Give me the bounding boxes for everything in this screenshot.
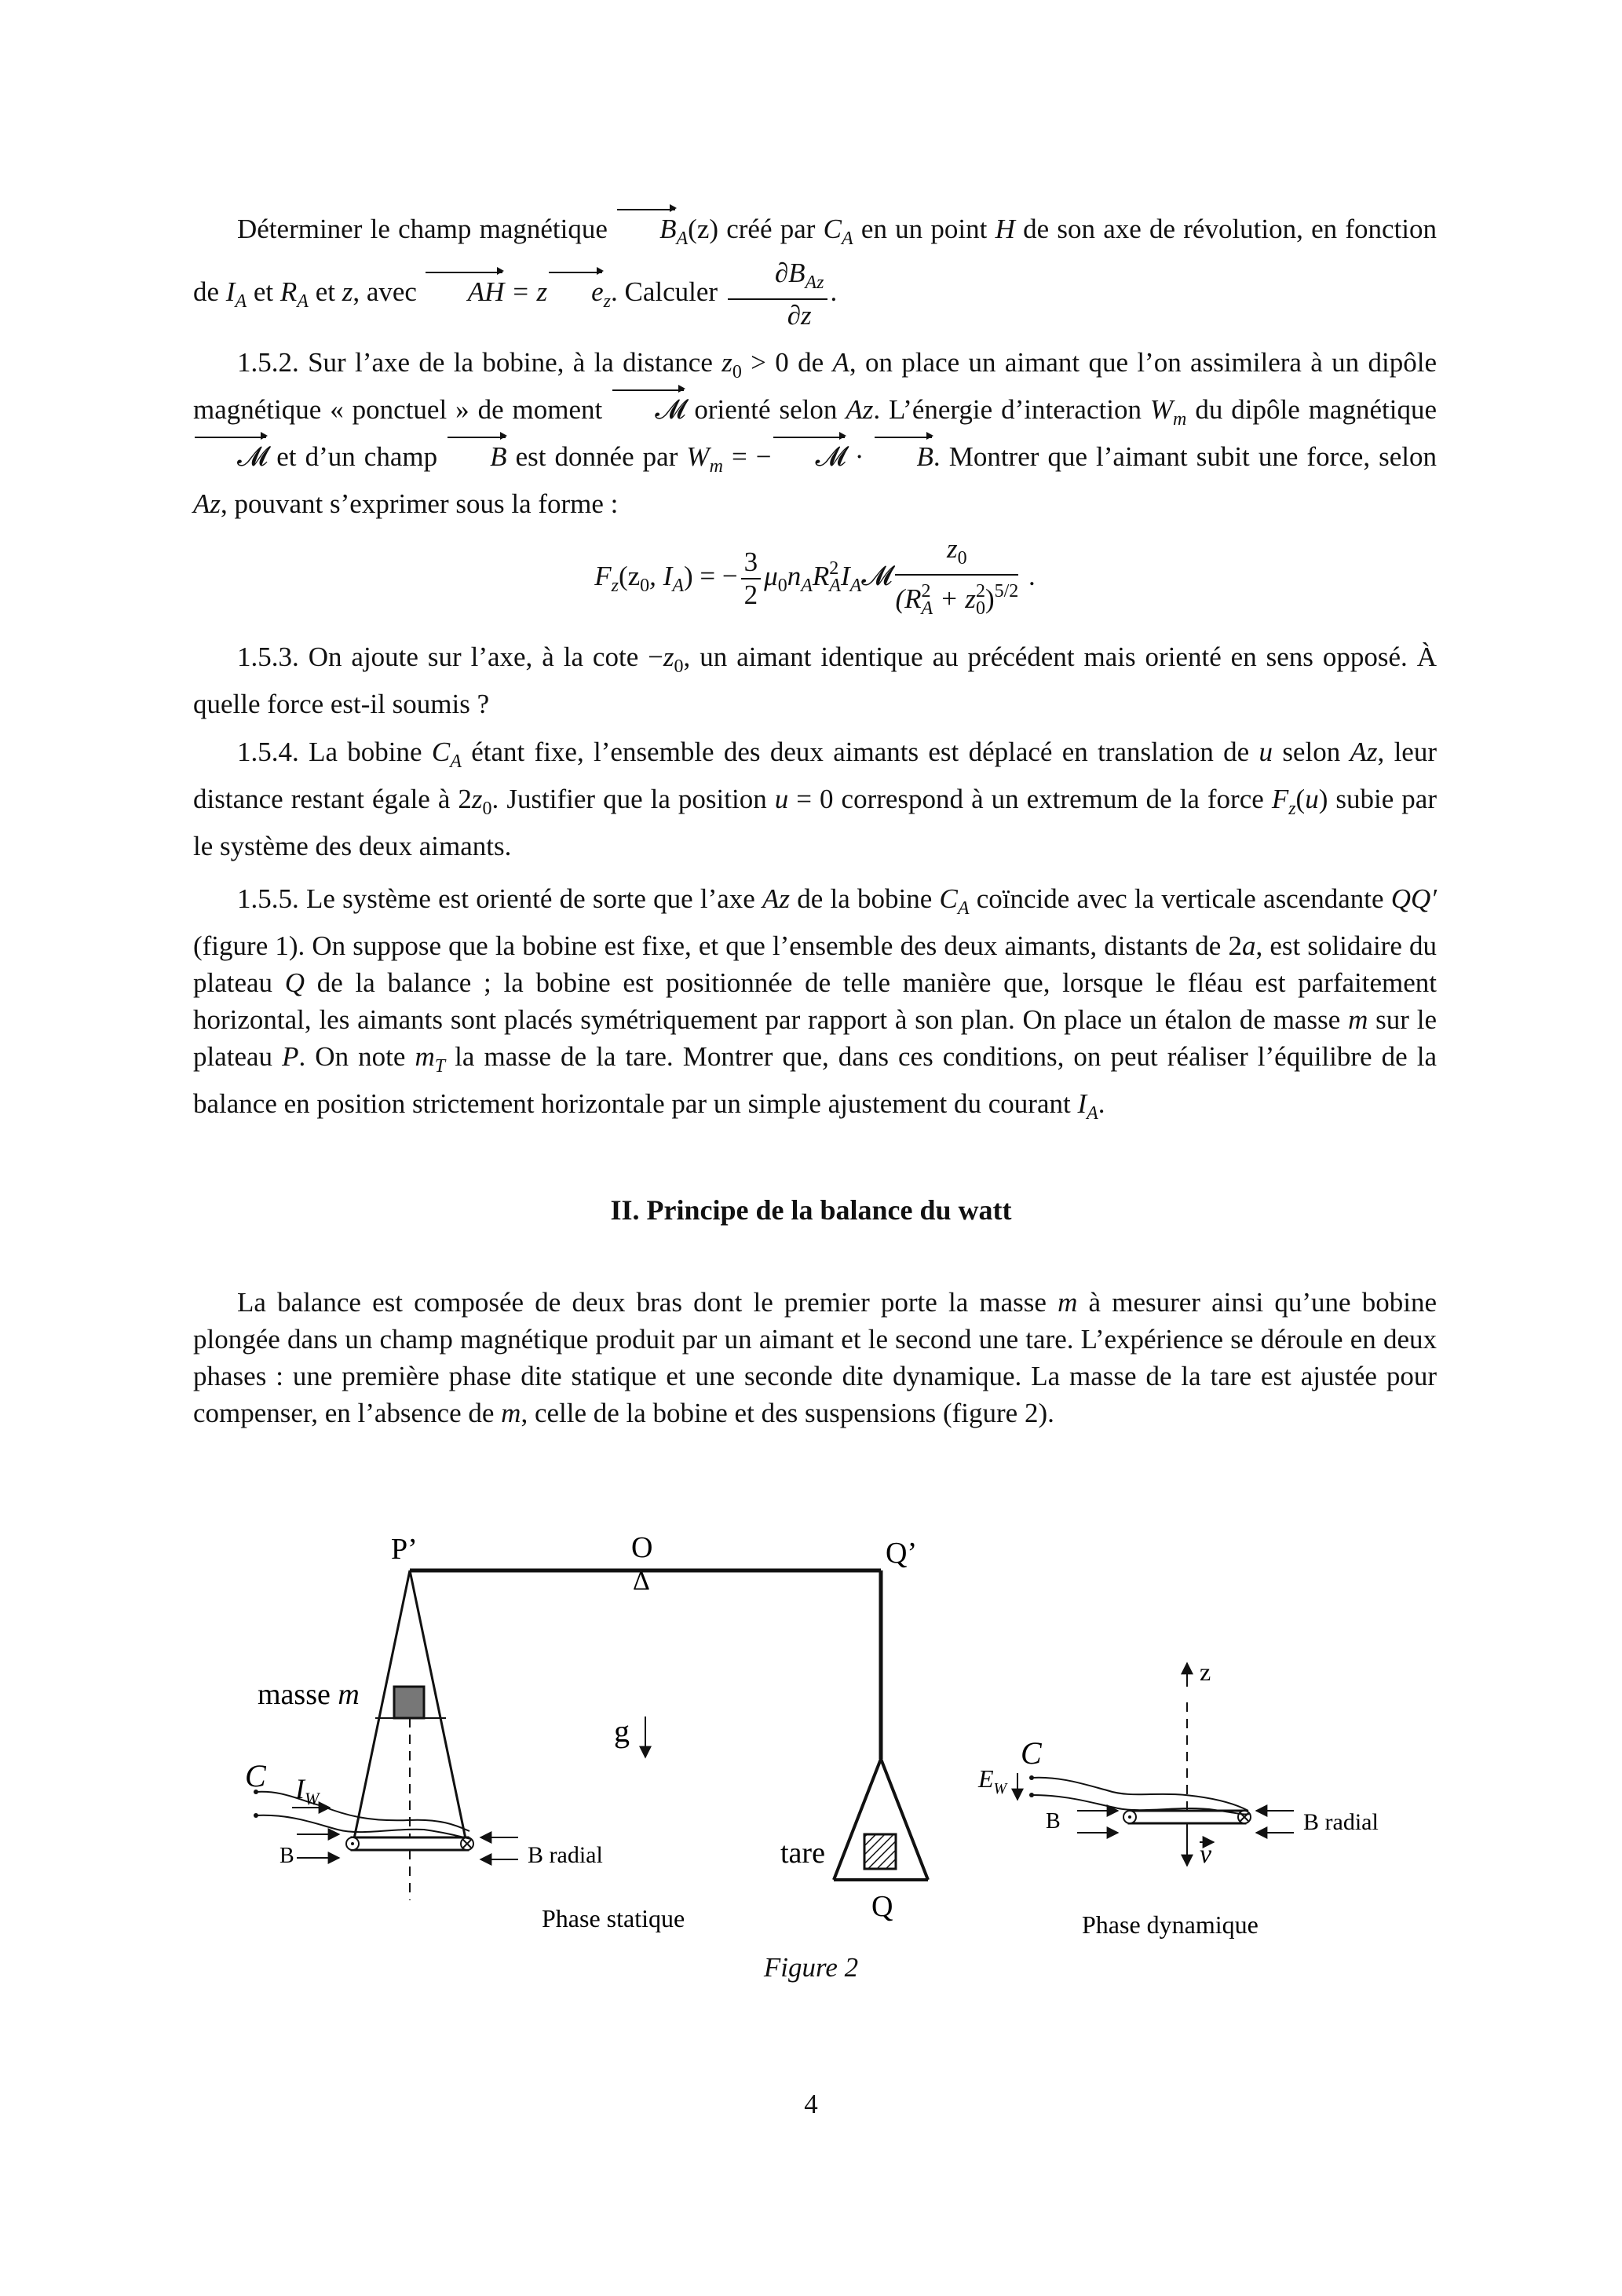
top-paragraph: Déterminer le champ magnétique $B_A(z)$ créé par $C_A$ en un point H de son axe de révolution, en fonction de $I_A$ et $R_A$ et z, avec AH = z $e_z$. Calculer $\frac{\partial B_{Az}}{\partial z}$ . — [193, 210, 1437, 331]
label-v: v — [1200, 1840, 1212, 1869]
label-B-radial-dynamic: B radial — [1303, 1809, 1379, 1835]
label-masse-m: masse m — [258, 1678, 360, 1711]
wire-2 — [256, 1815, 471, 1839]
question-1-5-5: 1.5.5. Le système est orienté de sorte que l’axe Az de la bobine $C_A$ coïncide avec la verticale ascendante QQ′ (figure 1). On suppose que la bobine est fixe, et que l’ensemble des deux aimants, distants de 2a, est solidaire du plateau Q de la balance ; la bobine est positionnée de telle manière que, lorsque le fléau est parfaitement horizontal, les aimants sont placés symétriquement par rapport à son plan. On place un étalon de masse m sur le plateau P. On note $m_T$ la masse de la tare. Montrer que, dans ces conditions, on peut réaliser l’équilibre de la balance en position strictement horizontale par un simple ajustement du courant $I_A$. — [193, 883, 1437, 1124]
label-O: O — [631, 1531, 653, 1564]
mass-block — [394, 1687, 424, 1718]
label-C-static: C — [245, 1758, 266, 1793]
label-delta: Δ — [633, 1567, 650, 1596]
label-g: g — [614, 1713, 630, 1749]
label-C-dynamic: C — [1021, 1735, 1042, 1771]
figure-caption: Figure 2 — [763, 1952, 859, 1983]
coil-static — [352, 1837, 468, 1850]
tare-block — [864, 1834, 896, 1869]
partial-derivative-fraction: $\frac{\partial B_{Az}}{\partial z}$ — [728, 258, 827, 331]
label-phase-statique: Phase statique — [542, 1904, 685, 1932]
question-1-5-2: 1.5.2. Sur l’axe de la bobine, à la distance $z_0 > 0$ de A, on place un aimant que l’on assimilera à un dipôle magnétique « ponctuel » de moment 𝓜 orienté selon Az. L’énergie d’interaction $W_m$ du dipôle magnétique 𝓜 et d’un champ B est donnée par $W_m$ = − 𝓜 · B. Montrer que l’aimant subit une force, selon Az, pouvant s’exprimer sous la forme : $F_z(z_0$, $I_A$) = − $\frac{3}{2}$ $\mu_0n_AR^2_AI_A𝓜$ $\frac{z_0}{(R^2_A + z^2_0)^{5/2}}$ . 1.5.3. On ajoute sur l’axe, à la $\cot e -z_0$, un aimant identique au précédent mais orienté en sens opposé. À quelle force est-il soumis ? — [193, 344, 1437, 722]
intro-paragraph: La balance est composée de deux bras dont le premier porte la masse m à mesurer ainsi qu’une bobine plongée dans un champ magnétique produit par un aimant et le second une tare. L’expérience se déroule en deux phases : une première phase dite statique et une seconde dite dynamique. La masse de la tare est ajustée pour compenser, en l’absence de m, celle de la bobine et des suspensions (figure 2). — [193, 1287, 1437, 1428]
figure-2 — [0, 1508, 1622, 1979]
section-heading: II. Principe de la balance du watt — [610, 1194, 1012, 1226]
label-phase-dynamique: Phase dynamique — [1082, 1910, 1259, 1939]
label-tare: tare — [780, 1837, 825, 1870]
label-P-prime: P’ — [391, 1533, 418, 1566]
question-1-5-3: 1.5.3. On ajoute sur l’axe, à la $\cot e -z_0$, un aimant identique au précédent mais orienté en sens opposé. À quelle force est-il soumis ? — [193, 642, 1438, 719]
label-z: z — [1200, 1658, 1211, 1686]
label-B-static: B — [279, 1844, 294, 1868]
force-formula: $F_z(z_0$, $I_A$) = − $\frac{3}{2}$ $\mu_0n_AR^2_AI_A𝓜$ $\frac{z_0}{(R^2_A + z^2_0)^{5/2}}$ . — [594, 533, 1036, 619]
label-Q-prime: Q’ — [886, 1537, 918, 1570]
label-Iw: $I_W$ — [295, 1773, 320, 1808]
page-number: 4 — [804, 2089, 818, 2119]
label-B-radial-static: B radial — [528, 1842, 603, 1868]
label-Ew: $E_W$ — [978, 1764, 1007, 1797]
label-B-dynamic: B — [1046, 1809, 1061, 1834]
label-Q: Q — [871, 1890, 893, 1923]
question-1-5-4: 1.5.4. La bobine $C_A$ étant fixe, l’ensemble des deux aimants est déplacé en translation de u selon Az, leur distance restant égale à $2z_0$. Justifier que la position u = 0 correspond à un extremum de la force $F_z(u)$ subie par le système des deux aimants. — [193, 737, 1437, 861]
